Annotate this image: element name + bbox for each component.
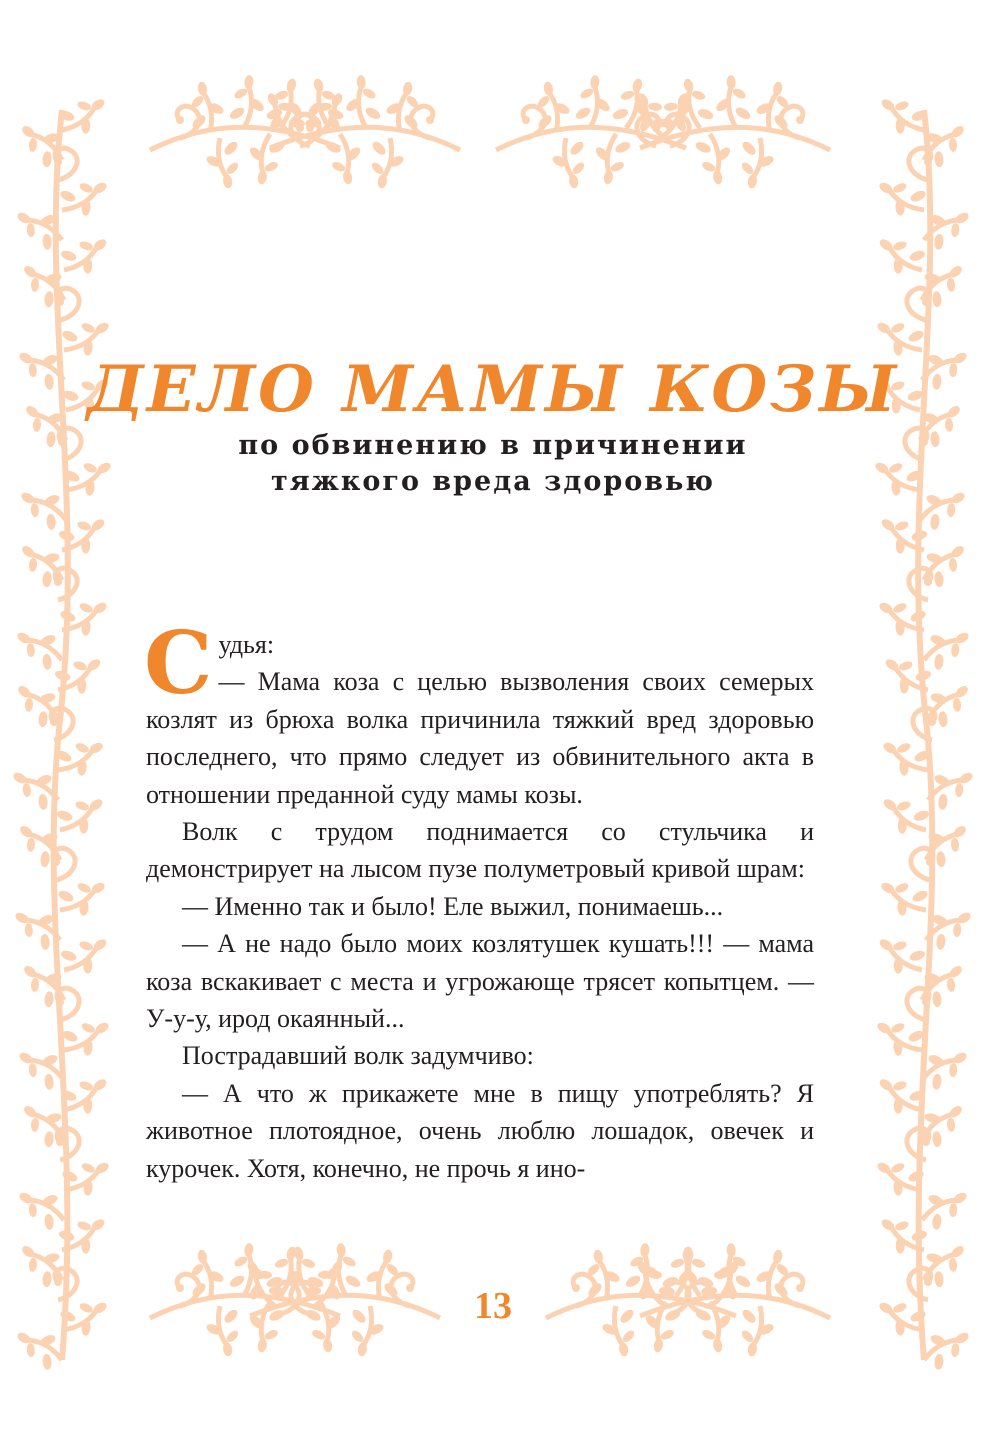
paragraph: — А что ж прикажете мне в пищу употреблять? Я животное плотоядное, очень люблю лошадок, овечек и курочек. Хотя, конечно, не прочь я ино- xyxy=(146,1078,814,1183)
drop-cap: С xyxy=(144,613,213,714)
subtitle-line: тяжкого вреда здоровью xyxy=(270,466,715,497)
page-title: ДЕЛО МАМЫ КОЗЫ xyxy=(86,352,900,427)
subtitle-line: по обвинению в причинении xyxy=(238,430,748,461)
body-text xyxy=(144,613,814,1187)
paragraph: — А не надо было моих козлятушек кушать!!! — мама коза вскакивает с места и угрожающе трясет копытцем. — У-у-у, ирод окаянный... xyxy=(146,929,814,1034)
paragraph: — Именно так и было! Еле выжил, понимаешь... xyxy=(182,891,724,921)
paragraph: — Мама коза с целью вызволения своих семерых козлят из брюха волка причинила тяжкий вред здоровью последнего, что прямо следует из обвинительного акта в отношении преданной суду мамы козы. xyxy=(146,667,814,809)
page-subtitle xyxy=(0,428,986,500)
paragraph: Пострадавший волк задумчиво: xyxy=(182,1041,534,1071)
page-number: 13 xyxy=(474,1285,512,1327)
paragraph: удья: xyxy=(218,630,275,659)
paragraph: Волк с трудом поднимается со стульчика и демонстрирует на лысом пузе полуметровый кривой шрам: xyxy=(146,817,814,884)
